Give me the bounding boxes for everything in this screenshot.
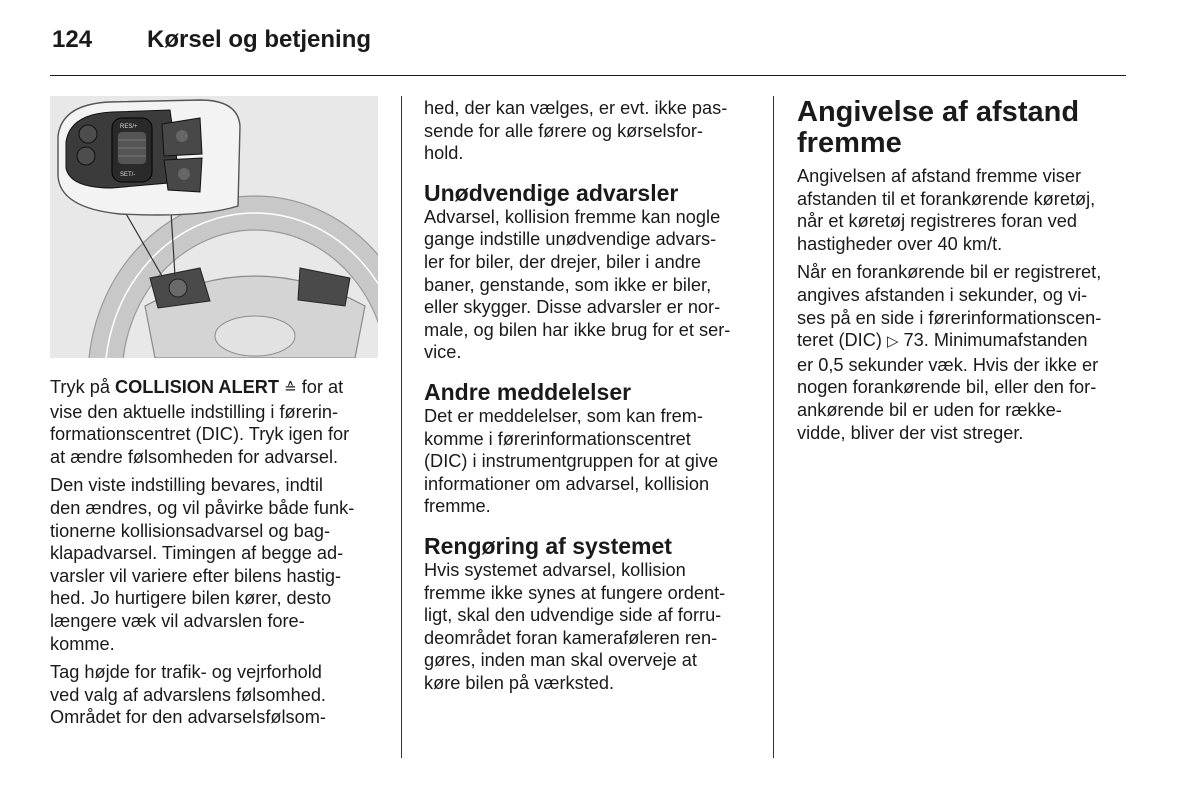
- text-line: angives afstanden i sekunder, og vi-: [797, 284, 1088, 305]
- page-number: 124: [52, 26, 93, 53]
- text-line: formationscentret (DIC). Tryk igen for: [50, 424, 350, 445]
- text-line: (DIC) i instrumentgruppen for at give: [424, 451, 719, 472]
- text-line: komme.: [50, 633, 115, 654]
- page-title: Kørsel og betjening: [147, 26, 372, 53]
- text-line: ligt, skal den udvendige side af forru-: [424, 605, 722, 626]
- text-line: Når en forankørende bil er registreret,: [797, 262, 1102, 283]
- cross-reference-arrow-icon: ▷: [886, 333, 899, 351]
- text-line: sende for alle førere og kørselsfor-: [424, 120, 703, 141]
- text-line: vice.: [424, 342, 462, 363]
- text-run: Tryk på: [50, 377, 116, 397]
- collision-alert-icon: ≙: [284, 380, 297, 397]
- text-line: fremme ikke synes at fungere ordent-: [424, 582, 726, 603]
- text-line: Hvis systemet advarsel, kollision: [424, 559, 686, 580]
- paragraph-distance-intro: [797, 165, 1129, 255]
- collision-alert-button-label: COLLISION ALERT: [115, 377, 280, 397]
- paragraph-traffic-weather: [50, 661, 382, 729]
- heading-cleaning-system: Rengøring af systemet: [424, 532, 672, 559]
- text-line: Det er meddelelser, som kan frem-: [424, 405, 703, 426]
- text-line: Angivelsen af afstand fremme viser: [797, 166, 1082, 186]
- text-line: ved valg af advarslens følsomhed.: [50, 684, 326, 705]
- text-line: når et køretøj registreres foran ved: [797, 211, 1077, 232]
- heading-line: Angivelse af afstand: [797, 96, 1080, 128]
- column-3: [797, 97, 1129, 444]
- column-1: [50, 376, 382, 729]
- paragraph-distance-display: [797, 261, 1129, 444]
- text-line: ankørende bil er uden for række-: [797, 399, 1062, 420]
- steering-wheel-figure: [50, 96, 378, 358]
- text-line: varsler vil variere efter bilens hastig-: [50, 565, 342, 586]
- text-line: eller skygger. Disse advarsler er nor-: [424, 297, 721, 318]
- text-line: at ændre følsomheden for advarsel.: [50, 446, 339, 467]
- heading-unnecessary-warnings: Unødvendige advarsler: [424, 179, 679, 206]
- text-line: teret (DIC): [797, 330, 887, 351]
- paragraph-collision-alert: [50, 376, 382, 468]
- text-line: den ændres, og vil påvirke både funk-: [50, 497, 355, 518]
- figure-label-res: RES/+: [120, 124, 138, 130]
- text-line: klapadvarsel. Timingen af begge ad-: [50, 543, 344, 564]
- text-line: for at: [301, 377, 344, 397]
- text-line: gøres, inden man skal overveje at: [424, 650, 697, 671]
- header-rule: [50, 75, 1126, 76]
- figure-label-set: SET/-: [120, 172, 136, 178]
- text-line: tionerne kollisionsadvarsel og bag-: [50, 520, 331, 541]
- column-divider-2: [773, 96, 774, 758]
- text-line: male, og bilen har ikke brug for et ser-: [424, 319, 731, 340]
- paragraph-cleaning-system: [424, 559, 754, 695]
- text-line: Tag højde for trafik- og vejrforhold: [50, 662, 322, 683]
- text-line: Advarsel, kollision fremme kan nogle: [424, 206, 721, 227]
- heading-line: fremme: [797, 127, 902, 159]
- text-line: Den viste indstilling bevares, indtil: [50, 475, 323, 496]
- heading-following-distance: [797, 97, 1129, 159]
- text-line: hastigheder over 40 km/t.: [797, 233, 1003, 254]
- text-line: afstanden til et forankørende køretøj,: [797, 188, 1096, 209]
- text-line: 73. Minimumafstanden: [903, 330, 1088, 351]
- text-line: nogen forankørende bil, eller den for-: [797, 377, 1097, 398]
- paragraph-unnecessary-warnings: [424, 206, 754, 364]
- paragraph-setting-retained: [50, 474, 382, 655]
- text-line: længere væk vil advarslen fore-: [50, 610, 305, 631]
- text-line: hed, der kan vælges, er evt. ikke pas-: [424, 98, 728, 118]
- text-line: fremme.: [424, 496, 491, 517]
- text-line: er 0,5 sekunder væk. Hvis der ikke er: [797, 354, 1099, 375]
- paragraph-other-messages: [424, 405, 754, 518]
- text-line: ses på en side i førerinformationscen-: [797, 307, 1102, 328]
- text-line: Området for den advarselsfølsom-: [50, 707, 326, 728]
- text-line: hed. Jo hurtigere bilen kører, desto: [50, 588, 332, 609]
- text-line: informationer om advarsel, kollision: [424, 473, 710, 494]
- text-line: køre bilen på værksted.: [424, 672, 615, 693]
- text-line: gange indstille unødvendige advars-: [424, 229, 717, 250]
- heading-other-messages: Andre meddelelser: [424, 378, 632, 405]
- text-line: baner, genstande, som ikke er biler,: [424, 274, 712, 295]
- text-line: hold.: [424, 143, 464, 164]
- text-line: vise den aktuelle indstilling i førerin-: [50, 401, 339, 422]
- text-line: deområdet foran kameraføleren ren-: [424, 627, 718, 648]
- paragraph-continuation: [424, 97, 754, 165]
- column-2: [424, 97, 754, 694]
- column-divider-1: [401, 96, 402, 758]
- text-line: vidde, bliver der vist streger.: [797, 422, 1024, 443]
- text-line: ler for biler, der drejer, biler i andre: [424, 251, 701, 272]
- text-line: komme i førerinformationscentret: [424, 428, 691, 449]
